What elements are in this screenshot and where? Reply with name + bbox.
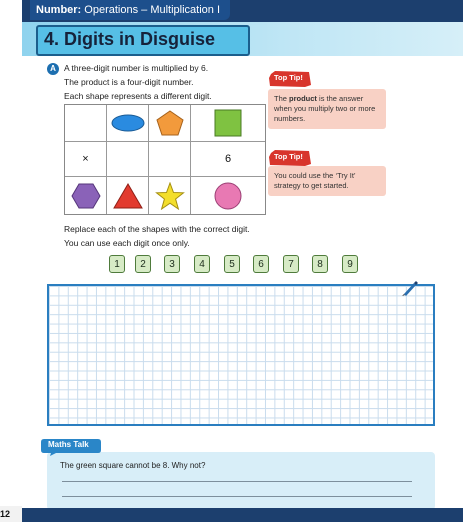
page-number: 12 [0,506,22,522]
page-margin [0,0,22,522]
section-topic: Operations – Multiplication I [81,4,221,16]
multiply-sign: × [82,153,89,165]
tip-keyword: product [289,94,317,103]
orange-pentagon-icon [155,109,185,137]
maths-talk-question: The green square cannot be 8. Why not? [60,461,206,470]
top-tip-box [268,89,386,129]
digit-card: 1 [109,255,125,273]
purple-hexagon-icon [71,183,101,209]
answer-line [62,481,412,482]
maths-talk-label: Maths Talk [48,440,89,449]
question-line-1: A three-digit number is multiplied by 6. [64,63,209,73]
red-triangle-icon [113,183,143,209]
table-cell-empty [65,105,107,142]
digit-card: 3 [164,255,180,273]
pink-circle-icon [213,182,243,210]
question-line-3: Each shape represents a different digit. [64,91,212,101]
digit-card: 8 [312,255,328,273]
digit-card: 4 [194,255,210,273]
digit-card: 9 [342,255,358,273]
digit-card: 6 [253,255,269,273]
section-tab [30,0,230,20]
table-cell-empty [107,142,149,177]
top-tip-label: Top Tip! [274,73,303,82]
green-square-icon [214,109,242,137]
table-cell [107,105,149,142]
worksheet-page [22,0,463,522]
table-cell-empty [149,142,191,177]
working-grid[interactable] [47,284,435,426]
table-cell [107,177,149,214]
question-line-2: The product is a four-digit number. [64,77,194,87]
table-cell [191,177,265,214]
question-badge: A [47,63,59,75]
pencil-icon [401,279,419,297]
tip-text: You could use the ‘Try It’ strategy to get started. [274,171,356,190]
digit-card: 5 [224,255,240,273]
instruction-line-2: You can use each digit once only. [64,238,190,248]
tip-text: The [274,94,290,103]
puzzle-table [64,104,266,215]
table-cell [65,142,107,177]
header-bar [22,0,463,22]
blue-ellipse-icon [111,113,145,133]
tip-text: is the answer when you multiply two or more numbers. [274,94,376,123]
multiplier-digit: 6 [224,153,232,165]
table-cell [149,105,191,142]
table-cell [191,105,265,142]
top-tip-box [268,166,386,196]
footer-bar [22,508,463,522]
section-label: Number: [36,4,82,16]
digit-card: 2 [135,255,151,273]
table-cell [191,142,265,177]
top-tip-label: Top Tip! [274,152,303,161]
table-cell [65,177,107,214]
page-title: 4. Digits in Disguise [44,29,216,49]
yellow-star-icon [155,182,185,210]
instruction-line-1: Replace each of the shapes with the correct digit. [64,224,250,234]
digit-card: 7 [283,255,299,273]
table-cell [149,177,191,214]
answer-line [62,496,412,497]
